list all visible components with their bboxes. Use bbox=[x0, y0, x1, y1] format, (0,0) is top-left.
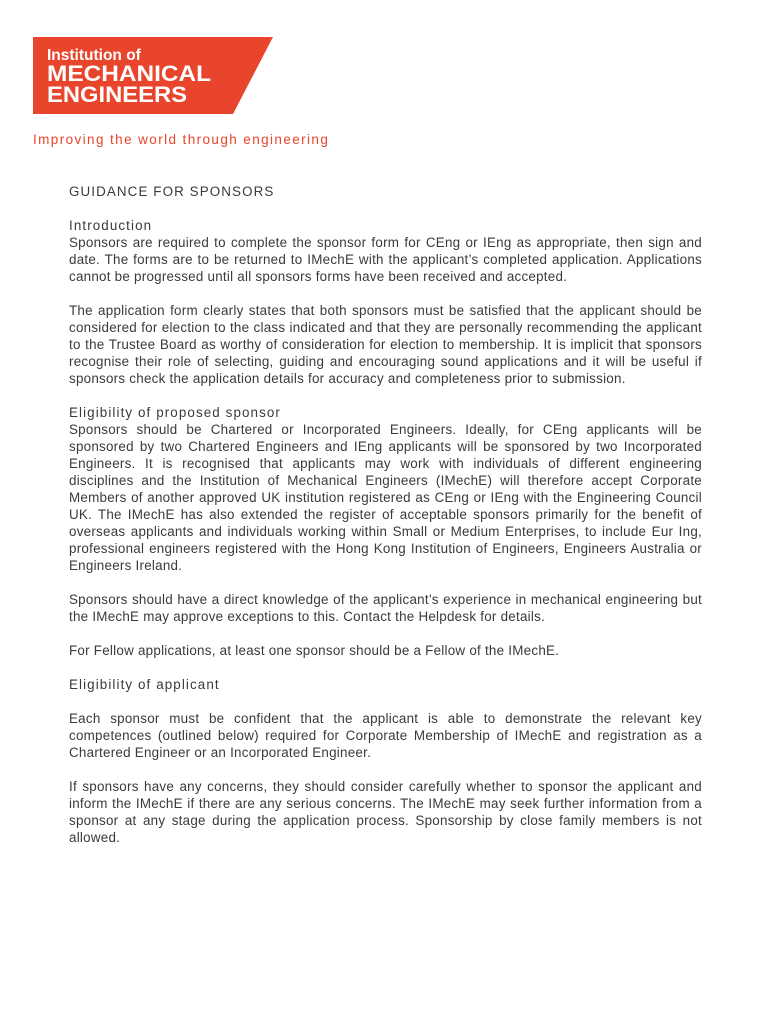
eligibility-applicant-heading: Eligibility of applicant bbox=[69, 677, 220, 692]
eligibility-applicant-paragraph-2: If sponsors have any concerns, they should consider carefully whether to sponsor the applicant and inform the IMechE if there are any serious concerns. The IMechE may seek further information from a sponsor at any stage during the application process. Sponsorship by close family members is not allowed. bbox=[69, 779, 702, 845]
logo-line-3: ENGINEERS bbox=[47, 82, 187, 107]
introduction-section bbox=[69, 217, 702, 285]
eligibility-sponsor-heading: Eligibility of proposed sponsor bbox=[69, 405, 281, 420]
introduction-paragraph-1: Sponsors are required to complete the sponsor form for CEng or IEng as appropriate, then sign and date. The forms are to be returned to IMechE with the applicant’s completed application. Applications cannot be progressed until all sponsors forms have been received and accepted. bbox=[69, 235, 702, 284]
tagline: Improving the world through engineering bbox=[33, 132, 330, 147]
logo-line-1: Institution of bbox=[47, 47, 141, 64]
imeche-logo bbox=[33, 37, 273, 114]
eligibility-applicant-paragraph-1: Each sponsor must be confident that the applicant is able to demonstrate the relevant key competences (outlined below) required for Corporate Membership of IMechE and registration as a Chartered Engineer or an Incorporated Engineer. bbox=[69, 711, 702, 760]
logo-graphic bbox=[33, 37, 273, 114]
document-body bbox=[69, 183, 702, 863]
introduction-paragraph-2: The application form clearly states that both sponsors must be satisfied that the applicant should be considered for election to the class indicated and that they are personally recommending the applicant to the Trustee Board as worthy of consideration for election to membership. It is implicit that sponsors recognise their role of selecting, guiding and encouraging sound applications and it will be useful if sponsors check the application details for accuracy and completeness prior to submission. bbox=[69, 303, 702, 386]
logo-line-2: MECHANICAL bbox=[47, 61, 211, 86]
eligibility-sponsor-paragraph-3: For Fellow applications, at least one sponsor should be a Fellow of the IMechE. bbox=[69, 643, 560, 658]
eligibility-sponsor-paragraph-1: Sponsors should be Chartered or Incorporated Engineers. Ideally, for CEng applicants will be sponsored by two Chartered Engineers and IEng applicants will be sponsored by two Incorporated Engineers. It is recognised that applicants may work with individuals of different engineering disciplines and the Institution of Mechanical Engineers (IMechE) will therefore accept Corporate Members of another approved UK institution registered as CEng or IEng with the Engineering Council UK. The IMechE has also extended the register of acceptable sponsors primarily for the benefit of overseas applicants and individuals working within Small or Medium Enterprises, to include Eur Ing, professional engineers registered with the Hong Kong Institution of Engineers, Engineers Australia or Engineers Ireland. bbox=[69, 422, 702, 573]
document-title: GUIDANCE FOR SPONSORS bbox=[69, 184, 275, 199]
eligibility-sponsor-section bbox=[69, 404, 702, 574]
introduction-heading: Introduction bbox=[69, 218, 153, 233]
eligibility-sponsor-paragraph-2: Sponsors should have a direct knowledge of the applicant’s experience in mechanical engineering but the IMechE may approve exceptions to this. Contact the Helpdesk for details. bbox=[69, 592, 702, 624]
